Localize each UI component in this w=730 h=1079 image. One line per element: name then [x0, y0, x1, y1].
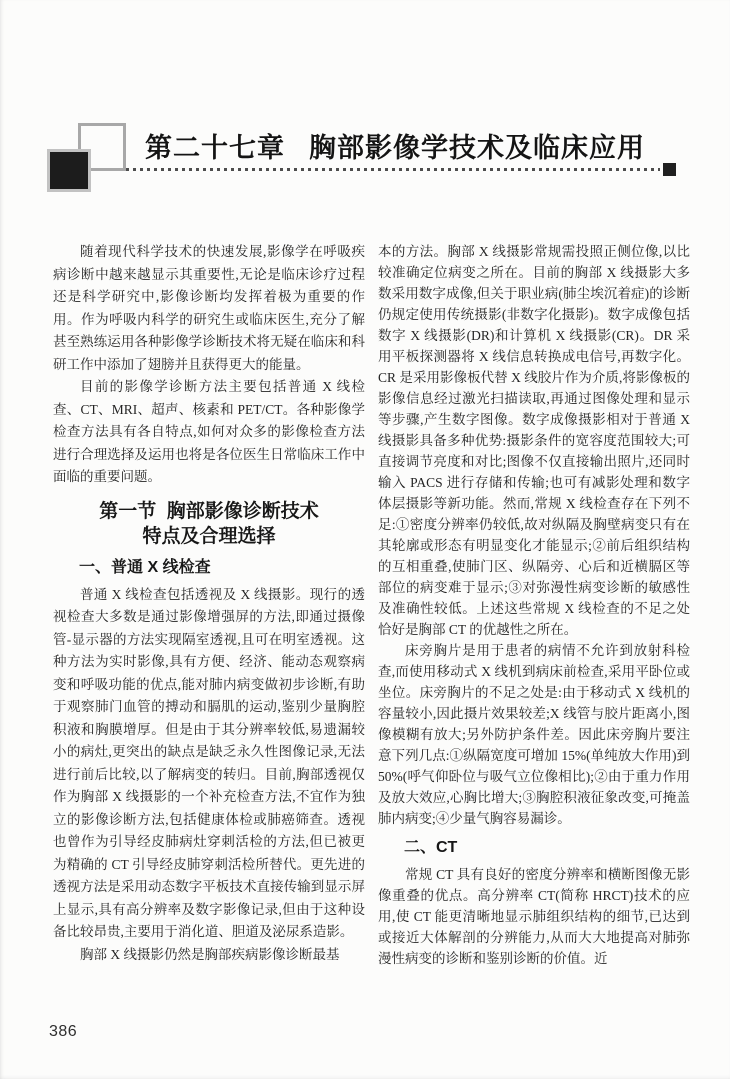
chapter-name: 胸部影像学技术及临床应用 — [309, 133, 645, 163]
left-column — [53, 241, 365, 966]
section-heading — [53, 499, 365, 549]
page-number: 386 — [49, 1023, 78, 1040]
text-columns — [53, 241, 690, 969]
right-column — [378, 241, 690, 969]
section-label: 第一节 — [99, 500, 157, 522]
section-heading-line1 — [53, 499, 365, 524]
paragraph-bedside-film: 床旁胸片是用于患者的病情不允许到放射科检查,而使用移动式 X 线机到病床前检查,采用平卧位或坐位。床旁胸片的不足之处是:由于移动式 X 线机的容量较小,因此摄片效果较差;X 线管与胶片距离小,图像模糊有放大;另外防护条件差。因此床旁胸片要注意下列几点:①纵隔宽度可增加 15%(单纯放大作用)到 50%(呼气仰卧位与吸气立位像相比);②由于重力作用及放大效应,心胸比增大;③胸腔积液征象改变,可掩盖肺内病变;④少量气胸容易漏诊。 — [378, 643, 690, 826]
section-title-line2: 特点及合理选择 — [142, 525, 276, 547]
subsection-ct: 二、CT — [404, 839, 458, 856]
paragraph-ct: 常规 CT 具有良好的密度分辨率和横断图像无影像重叠的优点。高分辨率 CT(简称 HRCT)技术的应用,使 CT 能更清晰地显示肺组织结构的细节,已达到或接近大体解剖的分辨能力,从而大大地提高对肺弥漫性病变的诊断和鉴别诊断的价值。近 — [378, 867, 690, 966]
rule-end-square — [663, 163, 676, 176]
paragraph-fluoroscopy: 普通 X 线检查包括透视及 X 线摄影。现行的透视检查大多数是通过影像增强屏的方法,即通过摄像管-显示器的方法实现隔室透视,且可在明室透视。这种方法为实时影像,具有方便、经济、能动态观察病变和呼吸功能的优点,能对肺内病变做初步诊断,有助于观察肺门血管的搏动和膈肌的运动,鉴别少量胸腔积液和胸膜增厚。但是由于其分辨率较低,易遗漏较小的病灶,更突出的缺点是缺乏永久性图像记录,无法进行前后比较,以了解病变的转归。目前,胸部透视仅作为胸部 X 线摄影的一个补充检查方法,不宜作为独立的影像诊断方法,包括健康体检或肺癌筛查。透视也曾作为引导经皮肺病灶穿刺活检的方法,但已被更为精确的 CT 引导经皮肺穿刺活检所替代。更先进的透视方法是采用动态数字平板技术直接传输到显示屏上显示,具有高分辨率及数字影像记录,但由于这种设备比较昂贵,主要用于消化道、胆道及泌尿系造影。 — [53, 586, 365, 939]
section-title-line1: 胸部影像诊断技术 — [166, 500, 319, 522]
paragraph-radiography-continued: 本的方法。胸部 X 线摄影常规需投照正侧位像,以比较准确定位病变之所在。目前的胸部 X 线摄影大多数采用数字成像,但关于职业病(肺尘埃沉着症)的诊断仍规定使用传统摄影(非数字化摄影)。数字成像包括数字 X 线摄影(DR)和计算机 X 线摄影(CR)。DR 采用平板探测器将 X 线信息转换成电信号,再数字化。CR 是采用影像板代替 X 线胶片作为介质,将影像板的影像信息经过激光扫描读取,再通过图像处理和显示等步骤,产生数字图像。数字成像摄影相对于普通 X 线摄影具备多种优势:摄影条件的宽容度范围较大;可直接调节亮度和对比;图像不仅直接输出照片,还同时输入 PACS 进行存储和传输;也可有减影处理和数字体层摄影等新功能。然而,常规 X 线检查存在下列不足:①密度分辨率仍较低,故对纵隔及胸壁病变只有在其轮廓或形态有明显变化才能显示;②前后组织结构的互相重叠,使肺门区、纵隔旁、心后和近横膈区等部位的病变难于显示;③对弥漫性病变诊断的敏感性及准确性较低。上述这些常规 X 线检查的不足之处恰好是胸部 CT 的优越性之所在。 — [378, 244, 690, 637]
chapter-title — [145, 126, 645, 165]
paragraph-modalities: 目前的影像学诊断方法主要包括普通 X 线检查、CT、MRI、超声、核素和 PET/CT。各种影像学检查方法具有各自特点,如何对众多的影像检查方法进行合理选择及运用也将是各位医生日常临床工作中面临的重要问题。 — [53, 379, 365, 484]
decor-filled-square — [47, 149, 91, 192]
paragraph-intro: 随着现代科学技术的快速发展,影像学在呼吸疾病诊断中越来越显示其重要性,无论是临床诊疗过程还是科学研究中,影像诊断均发挥着极为重要的作用。作为呼吸内科学的研究生或临床医生,充分了解甚至熟练运用各种影像学诊断技术将无疑在临床和科研工作中添加了翅膀并且获得更大的能量。 — [53, 244, 365, 372]
subsection-plain-xray: 一、普通 X 线检查 — [79, 558, 211, 576]
dotted-rule — [126, 168, 660, 171]
paragraph-radiography-start: 胸部 X 线摄影仍然是胸部疾病影像诊断最基 — [80, 946, 340, 962]
chapter-label: 第二十七章 — [145, 133, 285, 163]
